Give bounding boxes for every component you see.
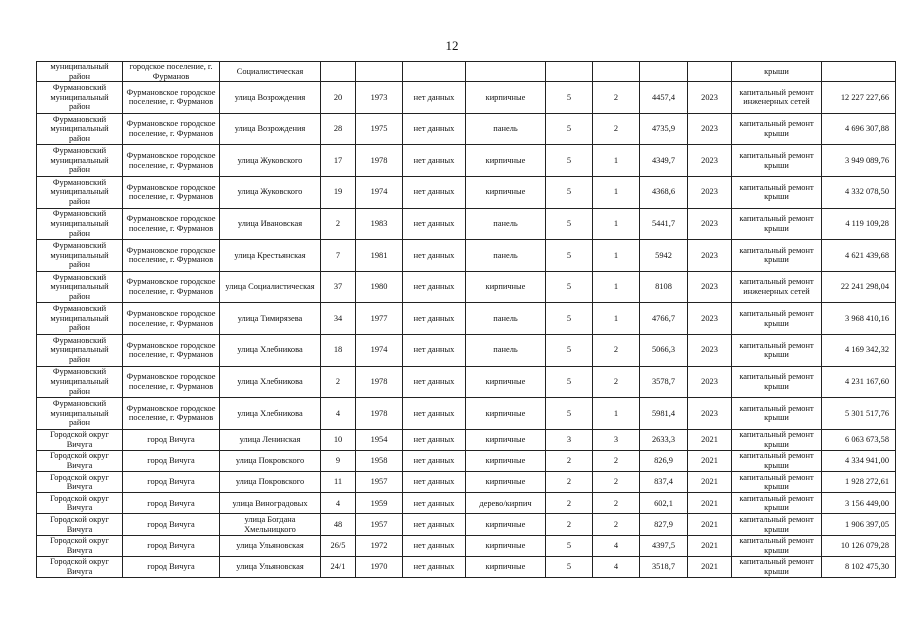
cell-settlement: Фурмановское городское поселение, г. Фурманов bbox=[123, 176, 220, 208]
cell-status: нет данных bbox=[403, 398, 466, 430]
cell-settlement: город Вичуга bbox=[123, 429, 220, 450]
cell-entrances: 1 bbox=[593, 271, 640, 303]
cell-plan-year: 2023 bbox=[688, 208, 732, 240]
cell-area: 5441,7 bbox=[640, 208, 688, 240]
cell-entrances: 2 bbox=[593, 82, 640, 114]
cell-mun: Фурмановский муниципальный район bbox=[37, 208, 123, 240]
cell-year: 1957 bbox=[356, 514, 403, 535]
table-row bbox=[37, 82, 896, 114]
table-row bbox=[37, 472, 896, 493]
cell-material: панель bbox=[466, 113, 546, 145]
cell-settlement: Фурмановское городское поселение, г. Фурманов bbox=[123, 113, 220, 145]
cell-house: 24/1 bbox=[321, 556, 356, 577]
cell-street: Социалистическая bbox=[220, 62, 321, 82]
cell-settlement: город Вичуга bbox=[123, 472, 220, 493]
cell-floors: 5 bbox=[546, 303, 593, 335]
cell-status: нет данных bbox=[403, 472, 466, 493]
cell-work: капитальный ремонт крыши bbox=[732, 450, 822, 471]
cell-street: улица Возрождения bbox=[220, 82, 321, 114]
cell-mun: Городской округ Вичуга bbox=[37, 493, 123, 514]
cell-area: 4457,4 bbox=[640, 82, 688, 114]
cell-year: 1978 bbox=[356, 398, 403, 430]
cell-house: 18 bbox=[321, 334, 356, 366]
cell-plan-year: 2021 bbox=[688, 450, 732, 471]
cell-status: нет данных bbox=[403, 493, 466, 514]
cell-status: нет данных bbox=[403, 145, 466, 177]
cell-plan-year: 2023 bbox=[688, 271, 732, 303]
cell-work: капитальный ремонт крыши bbox=[732, 240, 822, 272]
cell-settlement: Фурмановское городское поселение, г. Фурманов bbox=[123, 366, 220, 398]
cell-settlement: городское поселение, г. Фурманов bbox=[123, 62, 220, 82]
table-row bbox=[37, 271, 896, 303]
cell-material: кирпичные bbox=[466, 514, 546, 535]
table-row bbox=[37, 429, 896, 450]
cell-area: 8108 bbox=[640, 271, 688, 303]
cell-year: 1975 bbox=[356, 113, 403, 145]
cell-house: 34 bbox=[321, 303, 356, 335]
cell-status: нет данных bbox=[403, 366, 466, 398]
cell-floors: 2 bbox=[546, 514, 593, 535]
cell-settlement: город Вичуга bbox=[123, 514, 220, 535]
cell-material: кирпичные bbox=[466, 556, 546, 577]
cell-area: 826,9 bbox=[640, 450, 688, 471]
cell-street: улица Жуковского bbox=[220, 176, 321, 208]
cell-floors: 5 bbox=[546, 535, 593, 556]
cell-status bbox=[403, 62, 466, 82]
cell-settlement: город Вичуга bbox=[123, 535, 220, 556]
cell-street: улица Ульяновская bbox=[220, 535, 321, 556]
cell-material: панель bbox=[466, 303, 546, 335]
cell-floors: 5 bbox=[546, 176, 593, 208]
cell-street: улица Тимирязева bbox=[220, 303, 321, 335]
cell-status: нет данных bbox=[403, 113, 466, 145]
cell-status: нет данных bbox=[403, 176, 466, 208]
cell-settlement: город Вичуга bbox=[123, 493, 220, 514]
cell-plan-year: 2021 bbox=[688, 472, 732, 493]
cell-plan-year: 2023 bbox=[688, 82, 732, 114]
cell-area: 827,9 bbox=[640, 514, 688, 535]
cell-material: панель bbox=[466, 334, 546, 366]
cell-material: кирпичные bbox=[466, 450, 546, 471]
cell-work: капитальный ремонт крыши bbox=[732, 303, 822, 335]
cell-work: капитальный ремонт крыши bbox=[732, 398, 822, 430]
cell-entrances: 1 bbox=[593, 145, 640, 177]
cell-cost: 3 949 089,76 bbox=[822, 145, 896, 177]
cell-plan-year: 2023 bbox=[688, 145, 732, 177]
table-row bbox=[37, 535, 896, 556]
cell-material: дерево/кирпич bbox=[466, 493, 546, 514]
table-row bbox=[37, 208, 896, 240]
cell-house: 26/5 bbox=[321, 535, 356, 556]
cell-house: 4 bbox=[321, 493, 356, 514]
cell-house: 7 bbox=[321, 240, 356, 272]
table-row bbox=[37, 334, 896, 366]
cell-entrances: 1 bbox=[593, 398, 640, 430]
cell-work: крыши bbox=[732, 62, 822, 82]
cell-cost bbox=[822, 62, 896, 82]
cell-cost: 22 241 298,04 bbox=[822, 271, 896, 303]
cell-mun: Фурмановский муниципальный район bbox=[37, 145, 123, 177]
cell-work: капитальный ремонт крыши bbox=[732, 535, 822, 556]
cell-house: 48 bbox=[321, 514, 356, 535]
cell-area: 5066,3 bbox=[640, 334, 688, 366]
cell-status: нет данных bbox=[403, 556, 466, 577]
cell-mun: Городской округ Вичуга bbox=[37, 472, 123, 493]
cell-area: 4766,7 bbox=[640, 303, 688, 335]
cell-year: 1974 bbox=[356, 334, 403, 366]
cell-floors: 5 bbox=[546, 145, 593, 177]
cell-status: нет данных bbox=[403, 429, 466, 450]
cell-settlement: Фурмановское городское поселение, г. Фурманов bbox=[123, 82, 220, 114]
cell-cost: 6 063 673,58 bbox=[822, 429, 896, 450]
cell-cost: 4 696 307,88 bbox=[822, 113, 896, 145]
cell-house bbox=[321, 62, 356, 82]
cell-settlement: город Вичуга bbox=[123, 450, 220, 471]
cell-street: улица Возрождения bbox=[220, 113, 321, 145]
cell-house: 19 bbox=[321, 176, 356, 208]
cell-material: кирпичные bbox=[466, 472, 546, 493]
table-row bbox=[37, 450, 896, 471]
cell-status: нет данных bbox=[403, 514, 466, 535]
cell-year bbox=[356, 62, 403, 82]
cell-mun: Городской округ Вичуга bbox=[37, 429, 123, 450]
cell-street: улица Виноградовых bbox=[220, 493, 321, 514]
cell-settlement: Фурмановское городское поселение, г. Фурманов bbox=[123, 271, 220, 303]
cell-year: 1978 bbox=[356, 145, 403, 177]
cell-plan-year: 2023 bbox=[688, 240, 732, 272]
cell-work: капитальный ремонт крыши bbox=[732, 334, 822, 366]
cell-mun: Фурмановский муниципальный район bbox=[37, 398, 123, 430]
cell-mun: муниципальный район bbox=[37, 62, 123, 82]
cell-work: капитальный ремонт крыши bbox=[732, 145, 822, 177]
cell-floors: 5 bbox=[546, 82, 593, 114]
cell-settlement: Фурмановское городское поселение, г. Фурманов bbox=[123, 240, 220, 272]
cell-entrances: 4 bbox=[593, 556, 640, 577]
cell-mun: Фурмановский муниципальный район bbox=[37, 113, 123, 145]
cell-work: капитальный ремонт крыши bbox=[732, 176, 822, 208]
cell-mun: Городской округ Вичуга bbox=[37, 535, 123, 556]
cell-work: капитальный ремонт инженерных сетей bbox=[732, 271, 822, 303]
cell-status: нет данных bbox=[403, 271, 466, 303]
cell-settlement: город Вичуга bbox=[123, 556, 220, 577]
cell-street: улица Покровского bbox=[220, 472, 321, 493]
cell-year: 1958 bbox=[356, 450, 403, 471]
cell-settlement: Фурмановское городское поселение, г. Фурманов bbox=[123, 398, 220, 430]
cell-area: 5942 bbox=[640, 240, 688, 272]
cell-floors: 5 bbox=[546, 240, 593, 272]
cell-work: капитальный ремонт крыши bbox=[732, 113, 822, 145]
cell-street: улица Ивановская bbox=[220, 208, 321, 240]
cell-house: 4 bbox=[321, 398, 356, 430]
cell-house: 17 bbox=[321, 145, 356, 177]
cell-mun: Фурмановский муниципальный район bbox=[37, 366, 123, 398]
cell-street: улица Покровского bbox=[220, 450, 321, 471]
cell-plan-year: 2023 bbox=[688, 334, 732, 366]
cell-work: капитальный ремонт крыши bbox=[732, 208, 822, 240]
cell-material: кирпичные bbox=[466, 429, 546, 450]
cell-material: кирпичные bbox=[466, 398, 546, 430]
cell-area: 3578,7 bbox=[640, 366, 688, 398]
cell-cost: 8 102 475,30 bbox=[822, 556, 896, 577]
cell-year: 1959 bbox=[356, 493, 403, 514]
cell-area: 837,4 bbox=[640, 472, 688, 493]
cell-status: нет данных bbox=[403, 334, 466, 366]
cell-entrances bbox=[593, 62, 640, 82]
table-row bbox=[37, 176, 896, 208]
cell-settlement: Фурмановское городское поселение, г. Фурманов bbox=[123, 208, 220, 240]
cell-entrances: 2 bbox=[593, 113, 640, 145]
cell-mun: Городской округ Вичуга bbox=[37, 450, 123, 471]
cell-area: 3518,7 bbox=[640, 556, 688, 577]
cell-entrances: 2 bbox=[593, 450, 640, 471]
cell-entrances: 1 bbox=[593, 208, 640, 240]
cell-plan-year: 2021 bbox=[688, 535, 732, 556]
cell-mun: Фурмановский муниципальный район bbox=[37, 240, 123, 272]
cell-floors: 2 bbox=[546, 493, 593, 514]
cell-street: улица Ульяновская bbox=[220, 556, 321, 577]
cell-area: 5981,4 bbox=[640, 398, 688, 430]
cell-mun: Городской округ Вичуга bbox=[37, 556, 123, 577]
cell-status: нет данных bbox=[403, 303, 466, 335]
cell-plan-year: 2021 bbox=[688, 493, 732, 514]
cell-floors: 3 bbox=[546, 429, 593, 450]
cell-floors: 5 bbox=[546, 208, 593, 240]
cell-floors: 5 bbox=[546, 334, 593, 366]
cell-mun: Фурмановский муниципальный район bbox=[37, 176, 123, 208]
cell-status: нет данных bbox=[403, 450, 466, 471]
cell-year: 1973 bbox=[356, 82, 403, 114]
cell-plan-year bbox=[688, 62, 732, 82]
cell-cost: 1 906 397,05 bbox=[822, 514, 896, 535]
cell-plan-year: 2021 bbox=[688, 514, 732, 535]
cell-plan-year: 2021 bbox=[688, 556, 732, 577]
cell-house: 20 bbox=[321, 82, 356, 114]
cell-area: 4368,6 bbox=[640, 176, 688, 208]
cell-mun: Фурмановский муниципальный район bbox=[37, 82, 123, 114]
cell-floors: 5 bbox=[546, 271, 593, 303]
cell-street: улица Социалистическая bbox=[220, 271, 321, 303]
cell-street: улица Ленинская bbox=[220, 429, 321, 450]
cell-house: 37 bbox=[321, 271, 356, 303]
cell-street: улица Богдана Хмельницкого bbox=[220, 514, 321, 535]
cell-floors bbox=[546, 62, 593, 82]
cell-cost: 4 621 439,68 bbox=[822, 240, 896, 272]
cell-area: 4397,5 bbox=[640, 535, 688, 556]
cell-material: панель bbox=[466, 208, 546, 240]
cell-plan-year: 2023 bbox=[688, 176, 732, 208]
cell-plan-year: 2023 bbox=[688, 398, 732, 430]
cell-settlement: Фурмановское городское поселение, г. Фурманов bbox=[123, 303, 220, 335]
cell-year: 1978 bbox=[356, 366, 403, 398]
page-number: 12 bbox=[445, 38, 459, 53]
cell-mun: Фурмановский муниципальный район bbox=[37, 303, 123, 335]
cell-material: кирпичные bbox=[466, 176, 546, 208]
cell-cost: 4 169 342,32 bbox=[822, 334, 896, 366]
cell-area bbox=[640, 62, 688, 82]
cell-cost: 3 156 449,00 bbox=[822, 493, 896, 514]
cell-cost: 3 968 410,16 bbox=[822, 303, 896, 335]
cell-street: улица Хлебникова bbox=[220, 334, 321, 366]
cell-material bbox=[466, 62, 546, 82]
housing-repair-table bbox=[36, 61, 896, 578]
cell-work: капитальный ремонт крыши bbox=[732, 493, 822, 514]
cell-entrances: 4 bbox=[593, 535, 640, 556]
cell-house: 10 bbox=[321, 429, 356, 450]
cell-floors: 5 bbox=[546, 366, 593, 398]
cell-cost: 4 231 167,60 bbox=[822, 366, 896, 398]
cell-cost: 1 928 272,61 bbox=[822, 472, 896, 493]
cell-entrances: 1 bbox=[593, 240, 640, 272]
table-row bbox=[37, 62, 896, 82]
cell-status: нет данных bbox=[403, 82, 466, 114]
cell-floors: 2 bbox=[546, 472, 593, 493]
table-row bbox=[37, 303, 896, 335]
cell-year: 1980 bbox=[356, 271, 403, 303]
cell-cost: 5 301 517,76 bbox=[822, 398, 896, 430]
cell-year: 1981 bbox=[356, 240, 403, 272]
table-row bbox=[37, 556, 896, 577]
cell-work: капитальный ремонт крыши bbox=[732, 514, 822, 535]
cell-entrances: 2 bbox=[593, 472, 640, 493]
cell-year: 1972 bbox=[356, 535, 403, 556]
cell-area: 4349,7 bbox=[640, 145, 688, 177]
cell-house: 28 bbox=[321, 113, 356, 145]
cell-cost: 4 119 109,28 bbox=[822, 208, 896, 240]
cell-work: капитальный ремонт крыши bbox=[732, 366, 822, 398]
cell-work: капитальный ремонт крыши bbox=[732, 472, 822, 493]
table-row bbox=[37, 514, 896, 535]
cell-material: кирпичные bbox=[466, 82, 546, 114]
cell-material: кирпичные bbox=[466, 271, 546, 303]
cell-plan-year: 2023 bbox=[688, 366, 732, 398]
table-row bbox=[37, 398, 896, 430]
cell-status: нет данных bbox=[403, 240, 466, 272]
cell-mun: Фурмановский муниципальный район bbox=[37, 271, 123, 303]
cell-work: капитальный ремонт крыши bbox=[732, 429, 822, 450]
cell-area: 4735,9 bbox=[640, 113, 688, 145]
cell-house: 2 bbox=[321, 208, 356, 240]
cell-street: улица Крестьянская bbox=[220, 240, 321, 272]
table-row bbox=[37, 240, 896, 272]
cell-mun: Фурмановский муниципальный район bbox=[37, 334, 123, 366]
cell-street: улица Жуковского bbox=[220, 145, 321, 177]
cell-year: 1983 bbox=[356, 208, 403, 240]
cell-year: 1970 bbox=[356, 556, 403, 577]
table-row bbox=[37, 493, 896, 514]
cell-plan-year: 2023 bbox=[688, 113, 732, 145]
cell-plan-year: 2021 bbox=[688, 429, 732, 450]
cell-cost: 10 126 079,28 bbox=[822, 535, 896, 556]
cell-area: 602,1 bbox=[640, 493, 688, 514]
cell-material: кирпичные bbox=[466, 535, 546, 556]
table-row bbox=[37, 366, 896, 398]
cell-entrances: 1 bbox=[593, 176, 640, 208]
cell-area: 2633,3 bbox=[640, 429, 688, 450]
table-row bbox=[37, 113, 896, 145]
cell-status: нет данных bbox=[403, 208, 466, 240]
cell-entrances: 2 bbox=[593, 493, 640, 514]
cell-entrances: 3 bbox=[593, 429, 640, 450]
cell-settlement: Фурмановское городское поселение, г. Фурманов bbox=[123, 334, 220, 366]
cell-cost: 12 227 227,66 bbox=[822, 82, 896, 114]
cell-work: капитальный ремонт инженерных сетей bbox=[732, 82, 822, 114]
cell-work: капитальный ремонт крыши bbox=[732, 556, 822, 577]
cell-floors: 5 bbox=[546, 398, 593, 430]
cell-entrances: 2 bbox=[593, 366, 640, 398]
cell-house: 2 bbox=[321, 366, 356, 398]
cell-street: улица Хлебникова bbox=[220, 398, 321, 430]
cell-year: 1957 bbox=[356, 472, 403, 493]
cell-settlement: Фурмановское городское поселение, г. Фурманов bbox=[123, 145, 220, 177]
cell-plan-year: 2023 bbox=[688, 303, 732, 335]
table-row bbox=[37, 145, 896, 177]
cell-floors: 5 bbox=[546, 556, 593, 577]
cell-floors: 5 bbox=[546, 113, 593, 145]
cell-cost: 4 334 941,00 bbox=[822, 450, 896, 471]
cell-house: 11 bbox=[321, 472, 356, 493]
cell-material: кирпичные bbox=[466, 366, 546, 398]
cell-year: 1954 bbox=[356, 429, 403, 450]
cell-year: 1977 bbox=[356, 303, 403, 335]
cell-material: кирпичные bbox=[466, 145, 546, 177]
cell-material: панель bbox=[466, 240, 546, 272]
cell-mun: Городской округ Вичуга bbox=[37, 514, 123, 535]
cell-year: 1974 bbox=[356, 176, 403, 208]
cell-entrances: 1 bbox=[593, 303, 640, 335]
cell-status: нет данных bbox=[403, 535, 466, 556]
cell-house: 9 bbox=[321, 450, 356, 471]
cell-entrances: 2 bbox=[593, 514, 640, 535]
cell-entrances: 2 bbox=[593, 334, 640, 366]
cell-cost: 4 332 078,50 bbox=[822, 176, 896, 208]
cell-floors: 2 bbox=[546, 450, 593, 471]
cell-street: улица Хлебникова bbox=[220, 366, 321, 398]
